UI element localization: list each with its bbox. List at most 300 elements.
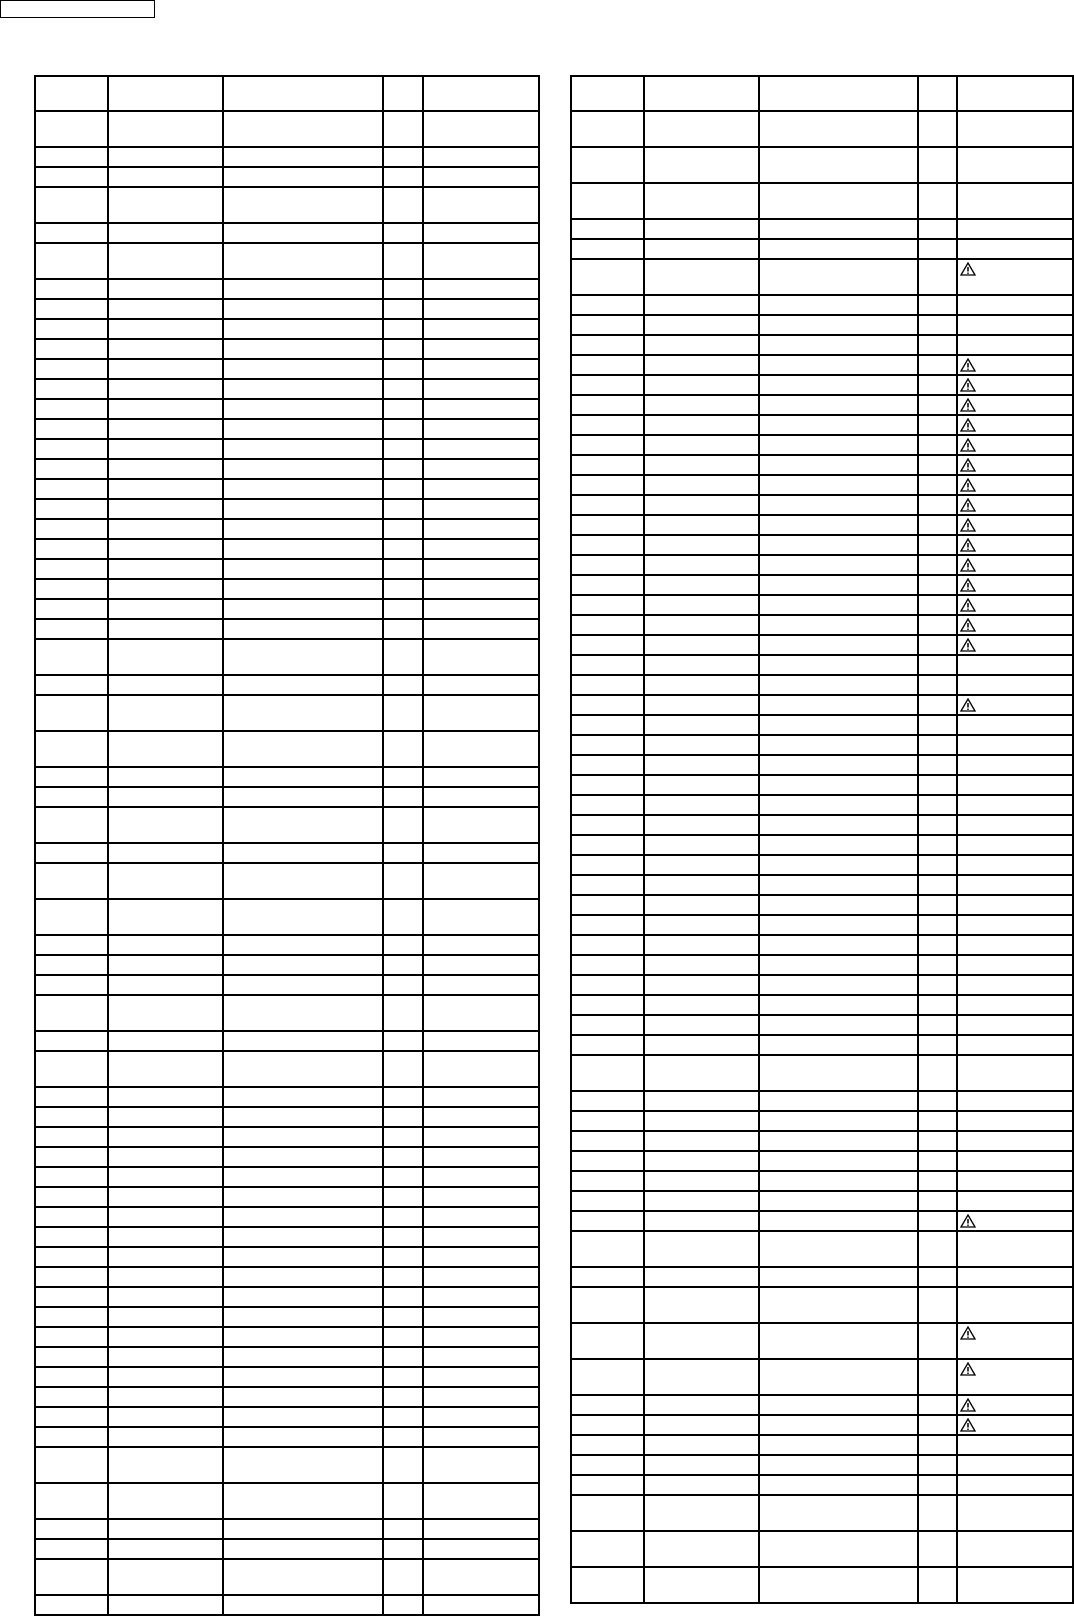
table-cell (759, 475, 919, 495)
table-cell (108, 731, 223, 767)
table-cell (35, 1127, 108, 1147)
table-row (35, 955, 539, 975)
table-cell (918, 775, 957, 795)
table-row (571, 855, 1073, 875)
table-cell (383, 279, 423, 299)
table-cell (423, 1347, 539, 1367)
table-cell (571, 595, 644, 615)
table-cell (108, 695, 223, 731)
table-cell (918, 695, 957, 715)
table-cell (223, 399, 383, 419)
table-cell (759, 755, 919, 775)
table-cell (918, 595, 957, 615)
table-cell (383, 843, 423, 863)
table-cell (383, 899, 423, 935)
table-cell (571, 435, 644, 455)
table-cell (383, 1247, 423, 1267)
table-cell (918, 575, 957, 595)
table-cell (957, 111, 1073, 147)
table-row (571, 1267, 1073, 1287)
table-cell (423, 319, 539, 339)
table-cell (918, 1131, 957, 1151)
table-cell (918, 1495, 957, 1531)
table-row (571, 575, 1073, 595)
table-cell (918, 415, 957, 435)
table-cell (383, 1187, 423, 1207)
table-cell (35, 599, 108, 619)
table-cell (644, 315, 759, 335)
table-cell (35, 1427, 108, 1447)
table-cell (383, 995, 423, 1031)
table-cell (571, 355, 644, 375)
table-cell (423, 1227, 539, 1247)
table-cell (423, 995, 539, 1031)
table-cell (759, 1091, 919, 1111)
table-cell (423, 899, 539, 935)
table-cell (571, 655, 644, 675)
table-cell (759, 1191, 919, 1211)
table-row (571, 1287, 1073, 1323)
table-cell (759, 535, 919, 555)
table-cell (383, 399, 423, 419)
table-cell (35, 1147, 108, 1167)
table-cell (223, 619, 383, 639)
table-cell (759, 615, 919, 635)
table-row (571, 915, 1073, 935)
table-cell (571, 295, 644, 315)
table-row (35, 223, 539, 243)
table-cell (108, 147, 223, 167)
table-cell (423, 579, 539, 599)
table-cell (223, 459, 383, 479)
table-cell (35, 1287, 108, 1307)
table-cell (918, 535, 957, 555)
table-cell (644, 715, 759, 735)
table-cell (35, 995, 108, 1031)
table-cell (423, 1127, 539, 1147)
table-cell (108, 1327, 223, 1347)
table-row (571, 775, 1073, 795)
table-row (571, 615, 1073, 635)
table-cell (918, 1395, 957, 1415)
table-cell (644, 755, 759, 775)
table-cell (383, 379, 423, 399)
table-cell (918, 1055, 957, 1091)
table-row (35, 1167, 539, 1187)
table-row (35, 379, 539, 399)
table-cell (571, 955, 644, 975)
table-cell (35, 1519, 108, 1539)
table-row (35, 1559, 539, 1595)
table-cell (35, 1327, 108, 1347)
table-row (35, 1031, 539, 1051)
table-cell (108, 935, 223, 955)
warning-triangle-icon (960, 1418, 976, 1432)
table-cell (223, 1247, 383, 1267)
table-cell (35, 787, 108, 807)
table-cell (571, 76, 644, 111)
table-row (571, 895, 1073, 915)
table-cell (35, 1595, 108, 1615)
table-cell (35, 167, 108, 187)
table-row (35, 1347, 539, 1367)
table-row (35, 787, 539, 807)
table-cell (223, 379, 383, 399)
table-cell (759, 1171, 919, 1191)
table-row (35, 731, 539, 767)
table-cell (108, 1287, 223, 1307)
table-cell (957, 995, 1073, 1015)
table-cell (383, 1539, 423, 1559)
table-cell (35, 399, 108, 419)
table-cell (571, 755, 644, 775)
table-cell (383, 319, 423, 339)
table-row (571, 755, 1073, 775)
table-cell (644, 875, 759, 895)
table-row (35, 1227, 539, 1247)
table-cell (571, 1359, 644, 1395)
table-row (571, 1015, 1073, 1035)
table-cell (383, 955, 423, 975)
table-cell (35, 339, 108, 359)
table-cell (423, 1087, 539, 1107)
table-row (571, 655, 1073, 675)
table-row (571, 675, 1073, 695)
table-cell (957, 915, 1073, 935)
table-cell (957, 835, 1073, 855)
table-cell (957, 955, 1073, 975)
table-cell (571, 259, 644, 295)
table-cell (644, 1231, 759, 1267)
table-cell (383, 167, 423, 187)
table-cell (759, 1267, 919, 1287)
table-cell (223, 147, 383, 167)
table-cell (759, 1495, 919, 1531)
warning-triangle-icon (960, 398, 976, 412)
table-cell (759, 1415, 919, 1435)
table-cell (35, 1347, 108, 1367)
table-cell (759, 775, 919, 795)
table-cell (383, 1483, 423, 1519)
table-cell (35, 1051, 108, 1087)
table-cell (644, 995, 759, 1015)
table-row (571, 695, 1073, 715)
table-row (35, 111, 539, 147)
table-cell (223, 339, 383, 359)
warning-triangle-icon (960, 1362, 976, 1376)
table-cell (759, 395, 919, 415)
table-row (571, 975, 1073, 995)
warning-triangle-icon (960, 262, 976, 276)
table-cell (35, 767, 108, 787)
table-cell (571, 1395, 644, 1415)
table-row (571, 1091, 1073, 1111)
table-cell (957, 455, 1073, 475)
table-row (571, 635, 1073, 655)
table-cell (957, 1055, 1073, 1091)
table-row (571, 555, 1073, 575)
table-cell (571, 1231, 644, 1267)
table-cell (383, 439, 423, 459)
table-cell (108, 1031, 223, 1051)
table-cell (108, 1107, 223, 1127)
table-cell (918, 875, 957, 895)
table-cell (571, 1495, 644, 1531)
warning-triangle-icon (960, 578, 976, 592)
table-cell (223, 1427, 383, 1447)
table-cell (759, 147, 919, 183)
table-cell (644, 1191, 759, 1211)
table-row (571, 259, 1073, 295)
table-cell (35, 279, 108, 299)
table-cell (423, 1483, 539, 1519)
table-cell (571, 1267, 644, 1287)
table-cell (35, 1031, 108, 1051)
table-cell (35, 639, 108, 675)
table-row (35, 579, 539, 599)
table-cell (644, 355, 759, 375)
table-row (571, 1455, 1073, 1475)
table-cell (35, 1559, 108, 1595)
table-cell (423, 1559, 539, 1595)
table-cell (918, 1415, 957, 1435)
table-cell (644, 1323, 759, 1359)
table-cell (957, 1475, 1073, 1495)
table-cell (423, 1519, 539, 1539)
table-cell (35, 223, 108, 243)
table-cell (108, 843, 223, 863)
table-cell (423, 975, 539, 995)
table-cell (957, 1531, 1073, 1567)
table-cell (759, 1287, 919, 1323)
table-cell (223, 1407, 383, 1427)
table-cell (644, 955, 759, 975)
table-cell (918, 455, 957, 475)
table-cell (35, 479, 108, 499)
table-cell (383, 147, 423, 167)
table-cell (571, 555, 644, 575)
table-cell (383, 1307, 423, 1327)
table-row (35, 559, 539, 579)
table-cell (918, 1191, 957, 1211)
table-cell (423, 1187, 539, 1207)
table-cell (108, 1227, 223, 1247)
table-cell (423, 1307, 539, 1327)
table-row (571, 435, 1073, 455)
table-row (35, 147, 539, 167)
table-cell (108, 399, 223, 419)
table-cell (108, 1051, 223, 1087)
table-row (571, 875, 1073, 895)
table-row (35, 1327, 539, 1347)
table-cell (35, 1267, 108, 1287)
warning-triangle-icon (960, 438, 976, 452)
table-cell (571, 895, 644, 915)
table-row (35, 499, 539, 519)
table-cell (108, 1407, 223, 1427)
table-cell (35, 379, 108, 399)
table-cell (35, 1387, 108, 1407)
table-cell (383, 299, 423, 319)
table-cell (957, 1091, 1073, 1111)
table-cell (571, 1015, 644, 1035)
table-cell (571, 111, 644, 147)
table-cell (108, 1147, 223, 1167)
table-row (35, 1087, 539, 1107)
table-row (35, 1187, 539, 1207)
table-cell (383, 863, 423, 899)
table-cell (108, 1347, 223, 1367)
table-cell (957, 1495, 1073, 1531)
table-cell (957, 1395, 1073, 1415)
table-cell (223, 843, 383, 863)
parts-table-left (34, 75, 540, 1616)
table-cell (223, 279, 383, 299)
table-row (35, 1127, 539, 1147)
table-cell (644, 695, 759, 715)
table-cell (918, 1287, 957, 1323)
table-row (571, 455, 1073, 475)
table-cell (383, 459, 423, 479)
table-cell (383, 1031, 423, 1051)
table-cell (383, 1267, 423, 1287)
table-cell (957, 259, 1073, 295)
table-cell (108, 167, 223, 187)
table-cell (957, 355, 1073, 375)
table-cell (644, 775, 759, 795)
table-cell (223, 639, 383, 675)
table-cell (957, 575, 1073, 595)
table-cell (383, 767, 423, 787)
warning-triangle-icon (960, 638, 976, 652)
table-row (571, 715, 1073, 735)
table-cell (644, 76, 759, 111)
table-cell (571, 1131, 644, 1151)
table-cell (957, 76, 1073, 111)
table-cell (918, 1171, 957, 1191)
table-cell (918, 1531, 957, 1567)
table-row (571, 1395, 1073, 1415)
table-cell (571, 1475, 644, 1495)
table-cell (918, 111, 957, 147)
table-row (571, 1151, 1073, 1171)
table-cell (423, 1031, 539, 1051)
table-cell (644, 675, 759, 695)
table-cell (759, 955, 919, 975)
table-cell (918, 395, 957, 415)
table-cell (957, 495, 1073, 515)
table-cell (108, 319, 223, 339)
table-cell (383, 76, 423, 111)
table-cell (759, 515, 919, 535)
table-cell (644, 1211, 759, 1231)
table-cell (918, 735, 957, 755)
warning-triangle-icon (960, 1398, 976, 1412)
warning-triangle-icon (960, 378, 976, 392)
table-cell (644, 1131, 759, 1151)
table-cell (223, 1227, 383, 1247)
table-row (35, 1519, 539, 1539)
table-cell (957, 335, 1073, 355)
table-cell (759, 455, 919, 475)
table-cell (644, 975, 759, 995)
table-cell (108, 1127, 223, 1147)
table-cell (108, 619, 223, 639)
table-cell (423, 187, 539, 223)
table-cell (957, 375, 1073, 395)
table-cell (108, 76, 223, 111)
table-cell (223, 767, 383, 787)
table-cell (918, 295, 957, 315)
table-row (571, 395, 1073, 415)
table-cell (571, 1435, 644, 1455)
table-cell (918, 515, 957, 535)
table-cell (759, 495, 919, 515)
table-cell (108, 899, 223, 935)
table-cell (223, 559, 383, 579)
table-cell (644, 335, 759, 355)
table-cell (223, 1287, 383, 1307)
warning-triangle-icon (960, 558, 976, 572)
table-cell (957, 1567, 1073, 1603)
table-cell (644, 1435, 759, 1455)
table-cell (759, 595, 919, 615)
table-cell (759, 259, 919, 295)
table-cell (223, 419, 383, 439)
table-cell (644, 515, 759, 535)
table-cell (759, 1567, 919, 1603)
table-cell (957, 875, 1073, 895)
table-cell (423, 1247, 539, 1267)
table-cell (759, 375, 919, 395)
table-cell (918, 1475, 957, 1495)
page-header-box (0, 0, 155, 18)
table-cell (644, 1091, 759, 1111)
table-cell (383, 807, 423, 843)
table-cell (423, 539, 539, 559)
table-cell (108, 1247, 223, 1267)
table-cell (759, 795, 919, 815)
table-cell (957, 1111, 1073, 1131)
table-cell (918, 995, 957, 1015)
table-cell (918, 1015, 957, 1035)
table-cell (35, 863, 108, 899)
table-row (571, 795, 1073, 815)
table-row (571, 955, 1073, 975)
table-cell (223, 1347, 383, 1367)
table-cell (571, 183, 644, 219)
table-cell (35, 439, 108, 459)
table-cell (423, 675, 539, 695)
table-cell (918, 1151, 957, 1171)
table-cell (423, 359, 539, 379)
table-cell (223, 975, 383, 995)
table-row (35, 187, 539, 223)
table-cell (957, 1267, 1073, 1287)
table-cell (108, 675, 223, 695)
table-cell (759, 1475, 919, 1495)
table-cell (423, 639, 539, 675)
table-cell (644, 815, 759, 835)
table-cell (108, 1427, 223, 1447)
table-cell (957, 815, 1073, 835)
table-cell (223, 319, 383, 339)
table-cell (223, 539, 383, 559)
table-cell (383, 1227, 423, 1247)
table-cell (957, 795, 1073, 815)
table-row (571, 315, 1073, 335)
table-row (35, 439, 539, 459)
